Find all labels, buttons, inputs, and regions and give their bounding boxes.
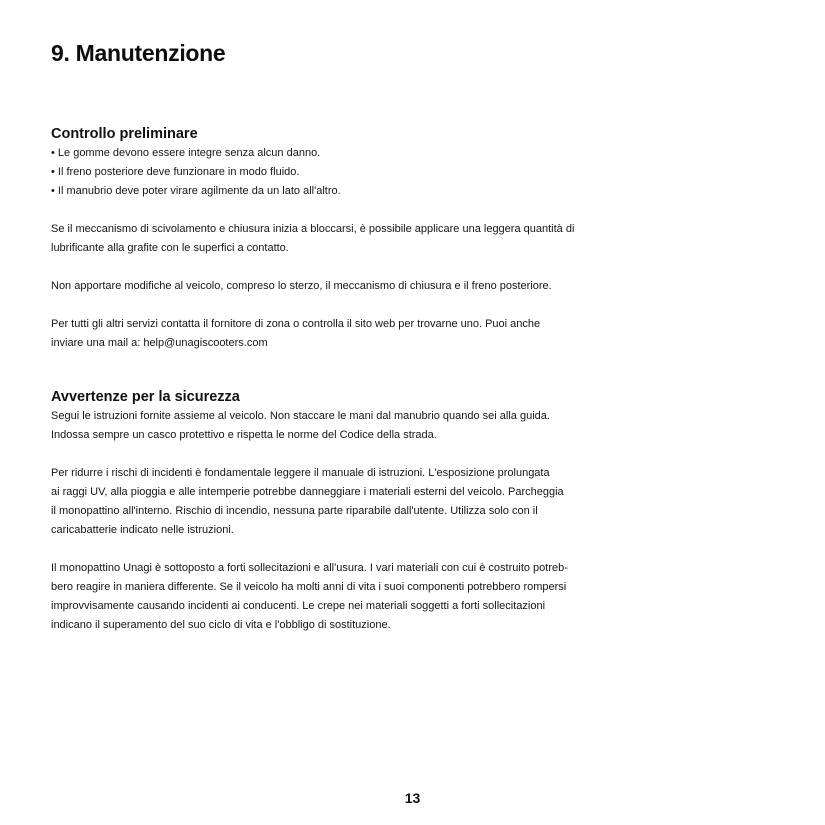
text-line: lubrificante alla grafite con le superfici a contatto.	[51, 242, 289, 254]
text-line: il monopattino all'interno. Rischio di incendio, nessuna parte riparabile dall'utente. Utilizza solo con il	[51, 505, 538, 517]
paragraph	[51, 559, 651, 635]
text-line: ai raggi UV, alla pioggia e alle intemperie potrebbe danneggiare i materiali esterni del veicolo. Parcheggia	[51, 486, 564, 498]
text-line: Se il meccanismo di scivolamento e chiusura inizia a bloccarsi, è possibile applicare una leggera quantità di	[51, 223, 575, 235]
text-line: Per ridurre i rischi di incidenti è fondamentale leggere il manuale di istruzioni. L'esposizione prolungata	[51, 467, 550, 479]
text-line: Indossa sempre un casco protettivo e rispetta le norme del Codice della strada.	[51, 429, 437, 441]
text-line: Non apportare modifiche al veicolo, compreso lo sterzo, il meccanismo di chiusura e il freno posteriore.	[51, 280, 552, 292]
text-line: Per tutti gli altri servizi contatta il fornitore di zona o controlla il sito web per trovarne uno. Puoi anche	[51, 318, 541, 330]
page-title: 9. Manutenzione	[51, 40, 226, 66]
text-line: Il monopattino Unagi è sottoposto a forti sollecitazioni e all'usura. I vari materiali con cui è costruito potreb-	[51, 562, 568, 574]
bullet-list	[51, 144, 651, 201]
text-line: caricabatterie indicato nelle istruzioni.	[51, 524, 234, 536]
text-line: bero reagire in maniera differente. Se il veicolo ha molti anni di vita i suoi componenti potrebbero rompersi	[51, 581, 567, 593]
text-line: indicano il superamento del suo ciclo di vita e l'obbligo di sostituzione.	[51, 619, 391, 631]
section-safety-warnings	[51, 387, 651, 635]
bullet-item: • Le gomme devono essere integre senza alcun danno.	[51, 147, 321, 159]
text-line: improvvisamente causando incidenti ai conducenti. Le crepe nei materiali soggetti a forti sollecitazioni	[51, 600, 546, 612]
section-heading: Avvertenze per la sicurezza	[51, 389, 240, 405]
page-number: 13	[404, 790, 421, 806]
text-line: inviare una mail a: help@unagiscooters.com	[51, 337, 268, 349]
paragraph	[51, 315, 651, 353]
paragraph	[51, 220, 651, 258]
text-line: Segui le istruzioni fornite assieme al veicolo. Non staccare le mani dal manubrio quando sei alla guida.	[51, 410, 550, 422]
paragraph	[51, 464, 651, 540]
bullet-item: • Il freno posteriore deve funzionare in modo fluido.	[51, 166, 300, 178]
section-heading: Controllo preliminare	[51, 126, 198, 142]
section-preliminary-check	[51, 124, 651, 353]
bullet-item: • Il manubrio deve poter virare agilmente da un lato all'altro.	[51, 185, 341, 197]
paragraph	[51, 407, 651, 445]
paragraph	[51, 277, 651, 296]
